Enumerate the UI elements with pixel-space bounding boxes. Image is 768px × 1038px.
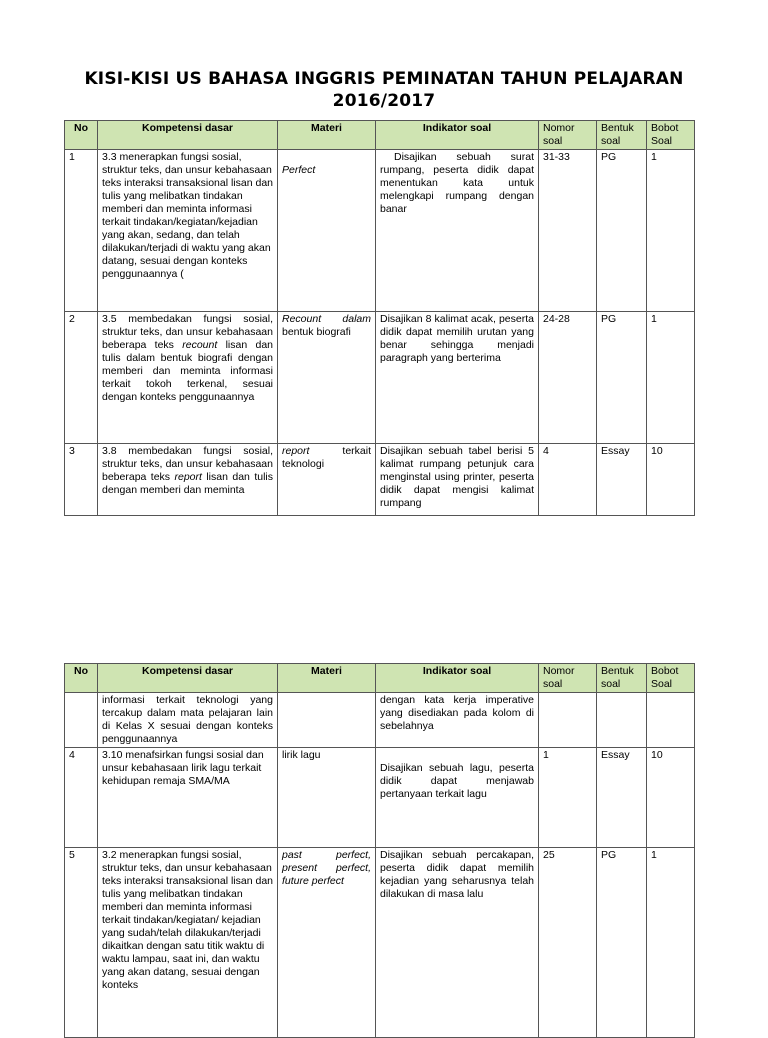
materi-text-end: bentuk biografi xyxy=(282,326,351,338)
kd-text-start: 3.8 membedakan fungsi sosial, struktur teks, dan unsur kebahasaan beberapa teks xyxy=(102,445,273,483)
cell-kd-text: 3.2 menerapkan fungsi sosial, struktur teks, dan unsur kebahasaan teks interaksi transaksional lisan dan tulis yang melibatkan tindakan memberi dan meminta informasi terkait tindakan/kegiatan/ kejadian yang sudah/telah dilakukan/terjadi dikaitkan dengan satu titik waktu di waktu lampau, saat ini, dan waktu yang akan datang, sesuai dengan konteks xyxy=(102,849,273,991)
cell-indikator: Disajikan sebuah percakapan, peserta didik dapat memilih kejadian yang seharusnya telah dilakukan di masa lalu xyxy=(376,848,539,1038)
table-header-row xyxy=(65,664,695,693)
document-title xyxy=(60,68,708,112)
cell-nomor-soal xyxy=(539,693,597,748)
header-no: No xyxy=(65,664,98,693)
cell-bobot-soal: 10 xyxy=(647,748,695,848)
cell-kompetensi-dasar xyxy=(98,150,278,312)
cell-bentuk-soal xyxy=(597,693,647,748)
cell-materi xyxy=(278,150,376,312)
cell-kd-text: 3.3 menerapkan fungsi sosial, struktur teks, dan unsur kebahasaan teks interaksi transaksional lisan dan tulis yang melibatkan tindakan memberi dan meminta informasi terkait tindakan/kegiatan/kejadian yang akan, sedang, dan telah dilakukan/terjadi di waktu yang akan datang, sesuai dengan konteks penggunaannya ( xyxy=(102,151,273,280)
cell-bentuk-soal: Essay xyxy=(597,748,647,848)
materi-text-end: terkait teknologi xyxy=(282,445,371,470)
cell-materi xyxy=(278,312,376,444)
table-row xyxy=(65,848,695,1038)
cell-bobot-soal xyxy=(647,693,695,748)
cell-no: 1 xyxy=(65,150,98,312)
table-header-row xyxy=(65,121,695,150)
header-bobot-soal: Bobot Soal xyxy=(647,664,695,693)
header-kompetensi-dasar: Kompetensi dasar xyxy=(98,664,278,693)
cell-bentuk-soal: Essay xyxy=(597,444,647,516)
cell-nomor-soal: 25 xyxy=(539,848,597,1038)
kisi-table-page-1 xyxy=(64,120,695,516)
cell-kompetensi-dasar: 3.10 menafsirkan fungsi sosial dan unsur kebahasaan lirik lagu terkait kehidupan remaja SMA/MA xyxy=(98,748,278,848)
header-bentuk-soal: Bentuk soal xyxy=(597,121,647,150)
cell-indikator-text: Disajikan sebuah tabel berisi 5 kalimat rumpang petunjuk cara menginstal using printer, peserta didik dapat mengisi kalimat rumpang xyxy=(380,445,534,509)
header-bentuk-soal: Bentuk soal xyxy=(597,664,647,693)
cell-kompetensi-dasar xyxy=(98,848,278,1038)
cell-no: 4 xyxy=(65,748,98,848)
cell-nomor-soal: 24-28 xyxy=(539,312,597,444)
header-nomor-soal: Nomor soal xyxy=(539,664,597,693)
header-bobot-soal: Bobot Soal xyxy=(647,121,695,150)
kd-text-end: lisan dan tulis dengan memberi dan meminta xyxy=(102,471,273,496)
cell-bobot-soal: 1 xyxy=(647,848,695,1038)
kd-text-start: 3.5 membedakan fungsi sosial, struktur teks, dan unsur kebahasaan beberapa teks xyxy=(102,313,273,351)
cell-materi-text: Perfect xyxy=(282,164,316,176)
cell-indikator: dengan kata kerja imperative yang disediakan pada kolom di sebelahnya xyxy=(376,693,539,748)
cell-materi xyxy=(278,444,376,516)
table-row xyxy=(65,150,695,312)
title-line-1: KISI-KISI US BAHASA INGGRIS PEMINATAN TAHUN PELAJARAN xyxy=(84,69,684,89)
cell-materi: lirik lagu xyxy=(278,748,376,848)
table-row xyxy=(65,312,695,444)
cell-no: 5 xyxy=(65,848,98,1038)
kd-text-italic: report xyxy=(174,471,202,483)
cell-no: 3 xyxy=(65,444,98,516)
cell-materi xyxy=(278,693,376,748)
title-line-2: 2016/2017 xyxy=(332,91,436,111)
cell-nomor-soal: 1 xyxy=(539,748,597,848)
header-materi: Materi xyxy=(278,121,376,150)
cell-nomor-soal: 4 xyxy=(539,444,597,516)
cell-indikator xyxy=(376,748,539,848)
header-kompetensi-dasar: Kompetensi dasar xyxy=(98,121,278,150)
cell-bentuk-soal: PG xyxy=(597,848,647,1038)
cell-bentuk-soal: PG xyxy=(597,312,647,444)
cell-kd-text xyxy=(102,445,273,513)
cell-bentuk-soal: PG xyxy=(597,150,647,312)
header-materi: Materi xyxy=(278,664,376,693)
kd-text-end: lisan dan tulis dalam bentuk biografi dengan memberi dan meminta informasi terkait tokoh terkenal, sesuai dengan konteks penggunaannya xyxy=(102,339,274,403)
cell-kompetensi-dasar xyxy=(98,444,278,516)
cell-indikator: Disajikan 8 kalimat acak, peserta didik dapat memilih urutan yang benar sehingga menjadi paragraph yang berterima xyxy=(376,312,539,444)
header-indikator-soal: Indikator soal xyxy=(376,121,539,150)
cell-indikator-text: Disajikan sebuah lagu, peserta didik dapat menjawab pertanyaan terkait lagu xyxy=(380,762,534,800)
cell-kompetensi-dasar xyxy=(98,312,278,444)
table-row xyxy=(65,748,695,848)
cell-no xyxy=(65,693,98,748)
cell-materi: past perfect, present perfect, future perfect xyxy=(278,848,376,1038)
cell-indikator: Disajikan sebuah surat rumpang, peserta didik dapat menentukan kata untuk melengkapi rumpang dengan banar xyxy=(376,150,539,312)
cell-bobot-soal: 1 xyxy=(647,150,695,312)
cell-bobot-soal: 1 xyxy=(647,312,695,444)
kisi-table-page-2 xyxy=(64,663,695,1038)
cell-bobot-soal: 10 xyxy=(647,444,695,516)
header-indikator-soal: Indikator soal xyxy=(376,664,539,693)
table-row xyxy=(65,444,695,516)
cell-indikator xyxy=(376,444,539,516)
materi-text-italic: Recount dalam xyxy=(282,313,371,325)
table-row xyxy=(65,693,695,748)
cell-kompetensi-dasar: informasi terkait teknologi yang tercakup dalam mata pelajaran lain di Kelas X sesuai dengan konteks penggunaannya xyxy=(98,693,278,748)
header-no: No xyxy=(65,121,98,150)
cell-no: 2 xyxy=(65,312,98,444)
materi-text-italic: report xyxy=(282,445,310,457)
header-nomor-soal: Nomor soal xyxy=(539,121,597,150)
kd-text-italic: recount xyxy=(182,339,218,351)
cell-nomor-soal: 31-33 xyxy=(539,150,597,312)
